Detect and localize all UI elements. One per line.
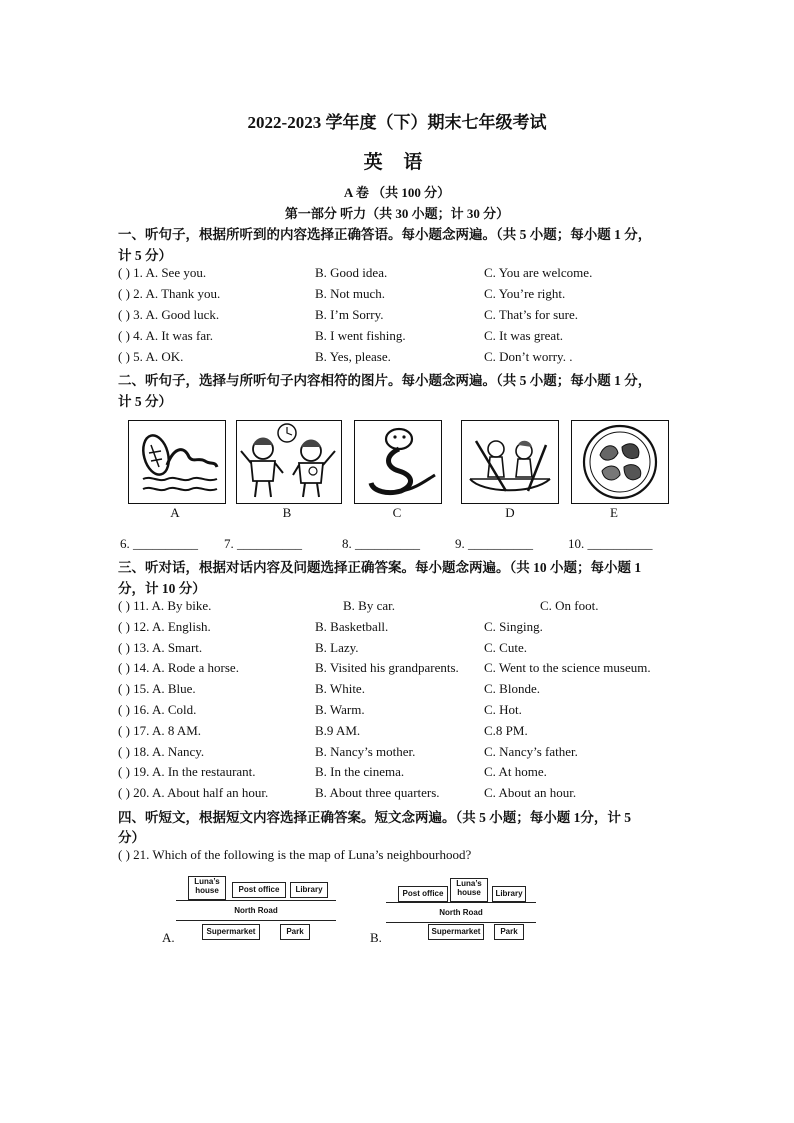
part-title: 第一部分 听力（共 30 小题；计 30 分） (284, 206, 510, 221)
picture-label-b: B (282, 505, 292, 520)
option-a[interactable]: ( ) 17. A. 8 AM. (118, 722, 202, 738)
answer-blank-8[interactable]: 8. __________ (342, 536, 420, 551)
picture-c-snake (354, 420, 442, 504)
fruit-plate-icon (572, 421, 668, 503)
picture-label-e: E (610, 505, 618, 520)
map-a-library: Library (290, 882, 328, 898)
option-c[interactable]: C. At home. (484, 764, 547, 780)
answer-blank-7[interactable]: 7. __________ (224, 536, 302, 551)
option-a[interactable]: ( ) 3. A. Good luck. (118, 307, 220, 322)
map-b-supermarket: Supermarket (428, 924, 484, 940)
answer-blank-10[interactable]: 10. __________ (568, 536, 653, 551)
option-b[interactable]: B. Basketball. (315, 618, 389, 634)
exam-title: 2022-2023 学年度（下）期末七年级考试 (247, 113, 547, 132)
option-b[interactable]: B. Yes, please. (315, 349, 391, 364)
boat-icon (462, 421, 558, 503)
option-c[interactable]: C. That’s for sure. (484, 307, 578, 322)
option-a[interactable]: ( ) 1. A. See you. (118, 265, 207, 280)
map-b-lunas-house: Luna’s house (450, 878, 488, 902)
option-b[interactable]: B. About three quarters. (315, 785, 440, 801)
option-c[interactable]: C. About an hour. (484, 785, 577, 801)
section4-heading: 四、听短文，根据短文内容选择正确答案。短文念两遍。（共 5 小题；每小题 1分，计 5 (118, 810, 631, 825)
map-a-park: Park (280, 924, 310, 940)
option-c[interactable]: C. Nancy’s father. (484, 743, 578, 759)
volume-title: A 卷 （共 100 分） (343, 185, 451, 200)
option-b[interactable]: B. Good idea. (315, 265, 388, 280)
answer-blank-9[interactable]: 9. __________ (455, 536, 533, 551)
map-a-option-label[interactable]: A. (162, 930, 175, 945)
map-b-road: North Road (439, 908, 483, 917)
map-a-road-top (176, 900, 336, 901)
option-b[interactable]: B. White. (315, 681, 365, 697)
option-a[interactable]: ( ) 4. A. It was far. (118, 328, 213, 343)
section3-heading: 三、听对话，根据对话内容及问题选择正确答案。每小题念两遍。（共 10 小题；每小题 1 (118, 560, 642, 575)
picture-label-c: C (392, 505, 402, 520)
option-a[interactable]: ( ) 18. A. Nancy. (118, 743, 205, 759)
option-c[interactable]: C. Went to the science museum. (484, 660, 651, 676)
subject-title: 英 语 (363, 152, 431, 173)
option-b[interactable]: B. I’m Sorry. (315, 307, 384, 322)
section3-heading-cont: 分，计 10 分） (118, 581, 206, 596)
option-c[interactable]: C. You’re right. (484, 286, 566, 301)
option-c[interactable]: C. On foot. (540, 598, 599, 613)
option-b[interactable]: B. I went fishing. (315, 328, 406, 343)
swimmer-icon (129, 421, 225, 503)
option-c[interactable]: C. Singing. (484, 618, 543, 634)
option-b[interactable]: B.9 AM. (315, 722, 361, 738)
picture-b-children (236, 420, 342, 504)
option-b[interactable]: B. Nancy’s mother. (315, 743, 416, 759)
option-b[interactable]: B. Visited his grandparents. (315, 660, 459, 676)
option-a[interactable]: ( ) 15. A. Blue. (118, 681, 196, 697)
option-a[interactable]: ( ) 13. A. Smart. (118, 639, 203, 655)
option-c[interactable]: C.8 PM. (484, 722, 528, 738)
snake-icon (355, 421, 441, 503)
option-c[interactable]: C. You are welcome. (484, 265, 593, 280)
map-b-road-top (386, 902, 536, 903)
section2-heading-cont: 计 5 分） (118, 394, 172, 409)
map-a-road-bottom (176, 920, 336, 921)
option-a[interactable]: ( ) 2. A. Thank you. (118, 286, 221, 301)
map-b-road-bottom (386, 922, 536, 923)
question-21: ( ) 21. Which of the following is the map of Luna’s neighbourhood? (118, 847, 472, 862)
picture-d-boating (461, 420, 559, 504)
map-b-park: Park (494, 924, 524, 940)
section4-heading-cont: 分） (118, 830, 145, 845)
option-c[interactable]: C. It was great. (484, 328, 564, 343)
option-b[interactable]: B. Not much. (315, 286, 386, 301)
map-a-lunas-house: Luna’s house (188, 876, 226, 900)
map-b-option-label[interactable]: B. (370, 930, 382, 945)
option-b[interactable]: B. In the cinema. (315, 764, 405, 780)
map-b-library: Library (492, 886, 526, 902)
map-a-post-office: Post office (232, 882, 286, 898)
option-b[interactable]: B. Lazy. (315, 639, 359, 655)
option-c[interactable]: C. Cute. (484, 639, 527, 655)
picture-e-fruit (571, 420, 669, 504)
option-b[interactable]: B. Warm. (315, 702, 365, 717)
option-c[interactable]: C. Don’t worry. . (484, 349, 573, 364)
section1-heading: 一、听句子，根据所听到的内容选择正确答语。每小题念两遍。（共 5 小题；每小题 1 分， (118, 227, 652, 242)
option-a[interactable]: ( ) 14. A. Rode a horse. (118, 660, 239, 676)
option-b[interactable]: B. By car. (343, 598, 395, 613)
option-c[interactable]: C. Hot. (484, 702, 522, 717)
map-a-road: North Road (234, 906, 278, 915)
picture-a-swimming (128, 420, 226, 504)
map-a-supermarket: Supermarket (202, 924, 260, 940)
answer-blank-6[interactable]: 6. __________ (120, 536, 198, 551)
option-a[interactable]: ( ) 19. A. In the restaurant. (118, 764, 256, 780)
option-a[interactable]: ( ) 11. A. By bike. (118, 598, 212, 613)
map-b-post-office: Post office (398, 886, 448, 902)
option-a[interactable]: ( ) 12. A. English. (118, 618, 211, 634)
section1-heading-cont: 计 5 分） (118, 248, 172, 263)
option-a[interactable]: ( ) 16. A. Cold. (118, 702, 197, 717)
option-c[interactable]: C. Blonde. (484, 681, 540, 697)
section2-heading: 二、听句子，选择与所听句子内容相符的图片。每小题念两遍。（共 5 小题；每小题 1 分， (118, 373, 652, 388)
option-a[interactable]: ( ) 5. A. OK. (118, 349, 184, 364)
picture-label-a: A (170, 505, 180, 520)
children-icon (237, 421, 341, 503)
option-a[interactable]: ( ) 20. A. About half an hour. (118, 785, 269, 801)
picture-label-d: D (505, 505, 515, 520)
